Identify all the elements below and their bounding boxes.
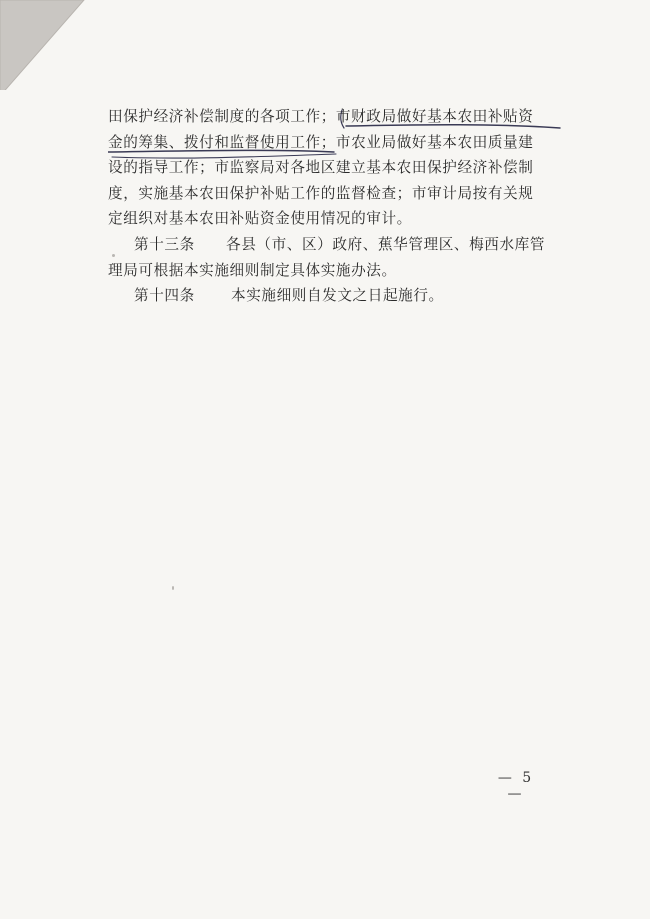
text-line <box>108 283 568 309</box>
paragraph-article-13 <box>108 232 568 283</box>
text-line: 定组织对基本农田补贴资金使用情况的审计。 <box>108 210 412 228</box>
text-line: 度，实施基本农田保护补贴工作的监督检查；市审计局按有关规 <box>108 184 534 202</box>
paragraph-article-14 <box>108 283 568 309</box>
text-line: 理局可根据本实施细则制定具体实施办法。 <box>108 261 397 279</box>
article-number: 第十三条 <box>134 235 195 253</box>
folded-corner <box>0 0 90 90</box>
text-line: 设的指导工作；市监察局对各地区建立基本农田保护经济补偿制 <box>108 159 534 177</box>
underlined-text-segment: 金的筹集、拨付和监督使用工作 <box>108 133 321 151</box>
scan-speck <box>172 586 174 590</box>
article-number: 第十四条 <box>134 287 195 305</box>
text-segment: 田保护经济补偿制度的各项工作； <box>108 108 336 125</box>
text-segment: ；市农业局做好基本农田质量建 <box>320 133 534 151</box>
text-line <box>108 104 568 130</box>
text-line <box>108 232 568 258</box>
page-number: — 5 — <box>497 770 535 802</box>
body-text <box>108 104 568 309</box>
underlined-text-segment: 市财政局做好基本农田补贴资 <box>335 108 534 125</box>
text-segment: 本实施细则自发文之日起施行。 <box>231 287 444 305</box>
text-line <box>108 130 568 156</box>
paragraph-article-12-continued <box>108 104 568 232</box>
text-segment: 各县（市、区）政府、蕉华管理区、梅西水库管 <box>226 235 546 253</box>
scan-speck <box>112 254 115 257</box>
